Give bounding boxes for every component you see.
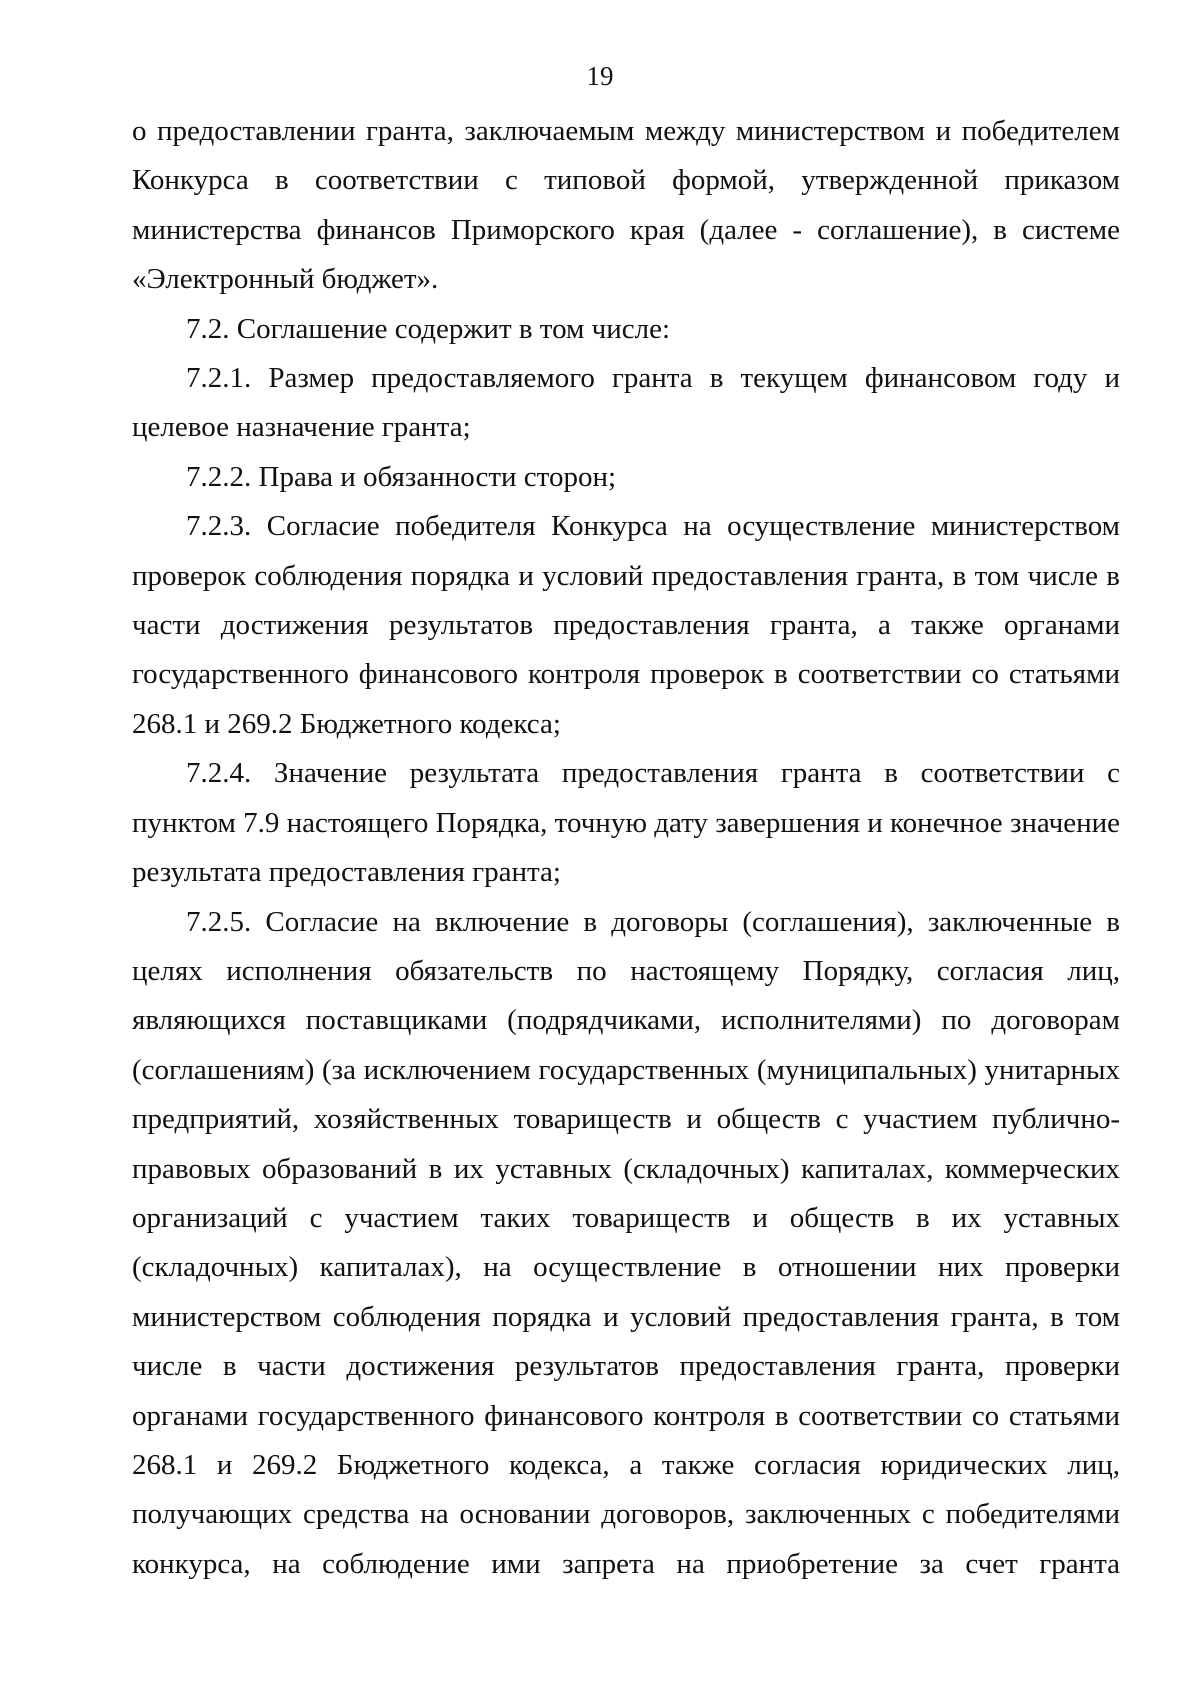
paragraph-7-2-1: 7.2.1. Размер предоставляемого гранта в текущем финансовом году и целевое назначение гранта; (132, 362, 1120, 444)
document-body (132, 107, 1120, 1589)
page-number: 19 (586, 61, 614, 91)
paragraph-7-2: 7.2. Соглашение содержит в том числе: (186, 312, 671, 345)
paragraph-7-2-4: 7.2.4. Значение результата предоставления гранта в соответствии с пунктом 7.9 настоящего Порядка, точную дату завершения и конечное значение результата предоставления гранта; (132, 757, 1120, 889)
paragraph-continuation: о предоставлении гранта, заключаемым между министерством и победителем Конкурса в соответствии с типовой формой, утвержденной приказом министерства финансов Приморского края (далее - соглашение), в системе «Электронный бюджет». (132, 115, 1120, 296)
paragraph-7-2-3: 7.2.3. Согласие победителя Конкурса на осуществление министерством проверок соблюдения порядка и условий предоставления гранта, в том числе в части достижения результатов предоставления гранта, а также органами государственного финансового контроля проверок в соответствии со статьями 268.1 и 269.2 Бюджетного кодекса; (132, 510, 1120, 740)
paragraph-7-2-5: 7.2.5. Согласие на включение в договоры (соглашения), заключенные в целях исполнения обязательств по настоящему Порядку, согласия лиц, являющихся поставщиками (подрядчиками, исполнителями) по договорам (соглашениям) (за исключением государственных (муниципальных) унитарных предприятий, хозяйственных товариществ и обществ с участием публично-правовых образований в их уставных (складочных) капиталах, коммерческих организаций с участием таких товариществ и обществ в их уставных (складочных) капиталах), на осуществление в отношении них проверки министерством соблюдения порядка и условий предоставления гранта, в том числе в части достижения результатов предоставления гранта, проверки органами государственного финансового контроля в соответствии со статьями 268.1 и 269.2 Бюджетного кодекса, а также согласия юридических лиц, получающих средства на основании договоров, заключенных с победителями конкурса, на соблюдение ими запрета на приобретение за счет гранта (132, 905, 1120, 1580)
paragraph-7-2-2: 7.2.2. Права и обязанности сторон; (186, 460, 617, 493)
